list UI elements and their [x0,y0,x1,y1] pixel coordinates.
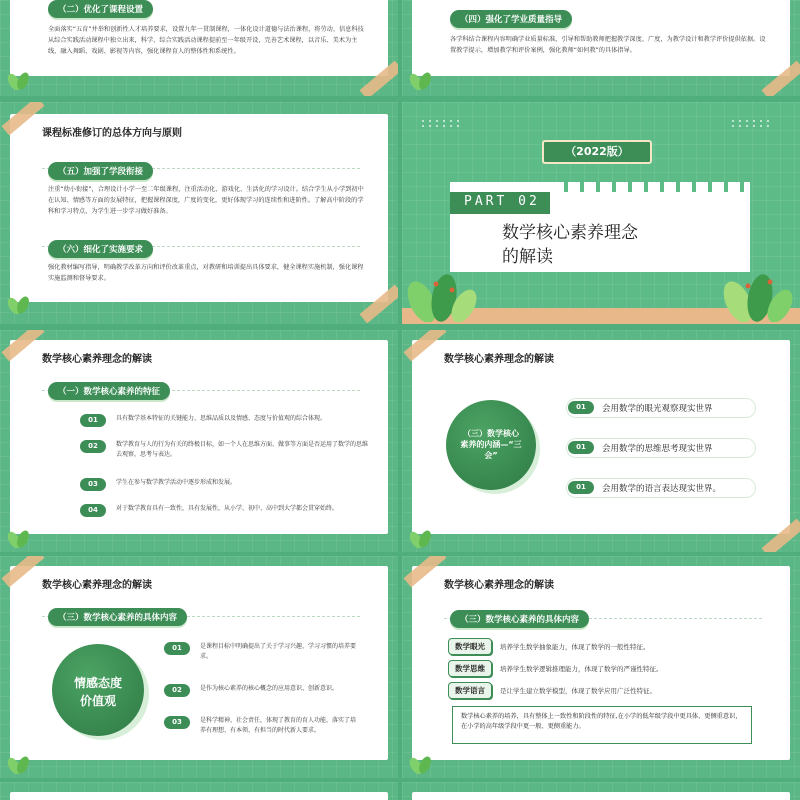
tag-label: 数学思维 [448,660,492,677]
item-number: 01 [568,481,594,494]
dot-pattern [422,120,461,127]
plant-icon [408,70,434,92]
dot-pattern [732,120,771,127]
slide-3-bullet-2: 强化教材编写指导，明确教学改革方向和评价改革重点，对教研和培训提出具体要求，健全课程实施机制，强化课程实施监测和督导要求。 [48,264,364,282]
slide-1-pill: （二）优化了课程设置 [48,0,153,18]
item-text: 学生在参与数学教学活动中逐步形成和发展。 [116,479,237,486]
slide-3[interactable] [0,102,398,324]
item-number: 04 [80,504,106,517]
section-title-line-1: 数学核心素养理念 [502,223,638,243]
item-number: 02 [80,440,106,453]
item-text: 具有数学基本特征的关键能力、思维品质以及情感、态度与价值观的综合体现。 [116,415,327,422]
item-number: 01 [568,441,594,454]
part-label: PART 02 [464,194,540,209]
slide-4[interactable] [402,102,800,324]
slide-3-pill-1: （五）加强了学段衔接 [48,162,153,180]
summary-box: 数学核心素养的培养，具有整体上一致性和阶段性的特征,在小学的低年级学段中更具体、更侧重意识，在小学的高年级学段中更一般、更侧重能力。 [452,706,752,744]
tag-text: 培养学生数学逻辑推理能力，体现了数学的严谨性特征。 [500,665,663,673]
slide-1[interactable] [0,0,398,96]
list-item [164,716,360,736]
item-number: 02 [164,684,190,697]
slide-2-pill: （四）强化了学业质量指导 [450,10,572,28]
tag-row [448,638,650,655]
bush-left-icon [402,262,482,324]
slide-6-heading: 数学核心素养理念的解读 [444,354,554,365]
item-number: 01 [568,401,594,414]
plant-icon [6,754,32,776]
item-text: 是科学精神、社会责任，体现了教育的育人功能，落实了培养有理想、有本领、有担当的时代新人要求。 [200,717,357,734]
item-text: 数学教育与人的行为有关的终极目标，如一个人在思维方面、做事等方面是否运用了数学的思维去观察，思考与表达。 [116,441,369,458]
plant-icon [6,528,32,550]
slide-9-card [10,792,388,800]
item-text: 对于数学教育具有一致性，具有发展性，从小学、初中、高中到大学都会贯穿始终。 [116,505,339,512]
slide-5-heading: 数学核心素养理念的解读 [42,354,152,365]
list-item [80,440,370,460]
list-item [164,642,360,662]
slide-3-pill-2: （六）细化了实施要求 [48,240,153,258]
bush-right-icon [718,262,798,324]
tab-strip [552,182,750,192]
plant-icon [408,754,434,776]
value-circle-line-1: 情感态度 [73,676,122,690]
slide-6[interactable] [402,330,800,552]
slide-8-pill: （三）数学核心素养的具体内容 [450,610,589,628]
tag-row [448,682,656,699]
slide-2-bullet: 各学科结合课程内容明确学业质量标准，引导和帮助教师把握教学深度、广度，为教学设计和教学评价提供依据。设置教学提示，增加教学和评价案例，强化教师“如何教”的具体指导。 [450,36,766,54]
tag-row [448,660,663,677]
item-text: 会用数学的思维思考现实世界 [602,444,713,454]
plant-icon [6,70,32,92]
item-number: 03 [80,478,106,491]
plant-icon [408,528,434,550]
slide-9-partial [0,782,398,800]
slide-3-heading: 课程标准修订的总体方向与原则 [42,128,182,139]
slide-5-pill: （一）数学核心素养的特征 [48,382,170,400]
tag-text: 是让学生建立数学模型，体现了数学应用广泛性特征。 [500,687,656,695]
slide-8[interactable] [402,556,800,778]
slide-2[interactable] [402,0,800,96]
value-circle-line-2: 价值观 [79,694,116,708]
item-number: 01 [80,414,106,427]
concept-circle-label: （三）数学核心素养的内涵—“三会” [460,429,522,460]
item-text: 会用数学的眼光观察现实世界 [602,404,713,414]
slide-10-card [412,792,790,800]
list-item [80,414,370,427]
item-number: 03 [164,716,190,729]
section-title-line-2: 的解读 [502,247,553,267]
tag-label: 数学眼光 [448,638,492,655]
slide-5[interactable] [0,330,398,552]
slide-3-bullet-1: 注重“幼小衔接”，合理设计小学一至二年级课程，注重活动化、游戏化、生活化的学习设计。结合学生从小学到初中在认知、情感等方面的发展特征，把握课程深度，广度的变化，更好体现学习的连续性和进阶性。了解高中阶段的学科和学习特点，为学生进一步学习做好准备。 [48,186,364,215]
slide-10-partial [402,782,800,800]
item-text: 是作为核心素养的核心概念的应用意识、创新意识。 [200,685,339,692]
year-badge: （2022版） [542,140,652,164]
slide-8-heading: 数学核心素养理念的解读 [444,580,554,591]
list-item [80,504,370,517]
item-text: 是课程目标中明确提出了关于学习兴趣、学习习惯的培养要求。 [200,643,357,660]
tag-text: 培养学生数学抽象能力，体现了数学的一般性特征。 [500,643,650,651]
list-item [80,478,370,491]
plant-icon [6,294,32,316]
item-text: 会用数学的语言表达现实世界。 [602,484,722,494]
item-number: 01 [164,642,190,655]
slide-7-pill: （三）数学核心素养的具体内容 [48,608,187,626]
slide-7[interactable] [0,556,398,778]
slide-7-heading: 数学核心素养理念的解读 [42,580,152,591]
list-item [164,684,360,697]
slide-1-bullet: 全面落实“五育”并举和创新性人才培养要求，设置九年一贯制课程，一体化设计道德与法治课程，将劳动、信息科技从综合实践活动课程中独立出来，科学、综合实践活动课程提前至一年级开设，完善艺术课程，以音乐、美术为主线，融入舞蹈、戏剧、影视等内容，强化课程育人的整体性和系统性。 [48,26,364,55]
tag-label: 数学语言 [448,682,492,699]
